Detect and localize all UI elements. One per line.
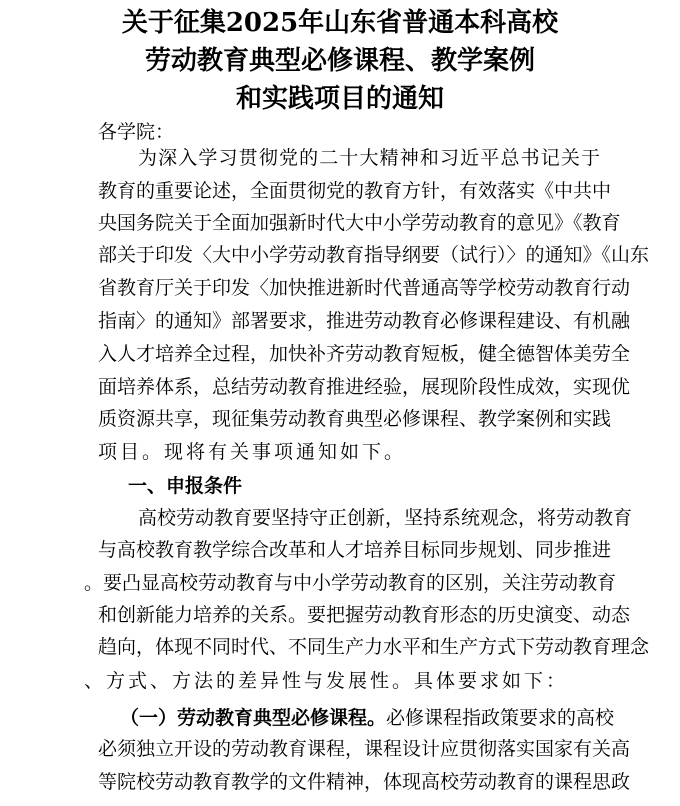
subsection-heading: （一）劳动教育典型必修课程。 xyxy=(120,707,387,729)
text-line: 教育的重要论述，全面贯彻党的教育方针，有效落实《中共中 xyxy=(98,180,612,202)
salutation: 各学院： xyxy=(98,121,175,143)
text-line: 趋向，体现不同时代、不同生产力水平和生产方式下劳动教育理念 xyxy=(98,636,650,658)
title-line: 劳动教育典型必修课程、教学案例 xyxy=(144,46,535,76)
title-line: 关于征集2025年山东省普通本科高校 xyxy=(121,8,559,38)
section-heading: 一、申报条件 xyxy=(128,475,243,497)
text-line: 必须独立开设的劳动教育课程，课程设计应贯彻落实国家有关高 xyxy=(98,738,631,760)
text-line: 央国务院关于全面加强新时代大中小学劳动教育的意见》《教育 xyxy=(98,212,621,234)
text-line: 等院校劳动教育教学的文件精神，体现高校劳动教育的课程思政 xyxy=(98,771,631,793)
text-line: 入人才培养全过程，加快补齐劳动教育短板，健全德智体美劳全 xyxy=(98,343,631,365)
text-line xyxy=(98,706,615,730)
text-line: 质资源共享，现征集劳动教育典型必修课程、教学案例和实践 xyxy=(98,408,612,430)
text-line: 指南〉的通知》部署要求，推进劳动教育必修课程建设、有机融 xyxy=(98,310,631,332)
text-line: 面培养体系，总结劳动教育推进经验，展现阶段性成效，实现优 xyxy=(98,376,631,398)
text-line: 和创新能力培养的关系。要把握劳动教育形态的历史演变、动态 xyxy=(98,604,631,626)
text-line: 。要凸显高校劳动教育与中小学劳动教育的区别，关注劳动教育 xyxy=(84,572,617,594)
title-line: 和实践项目的通知 xyxy=(235,84,444,114)
text-line: 高校劳动教育要坚持守正创新，坚持系统观念，将劳动教育 xyxy=(138,507,633,529)
text-line: 为深入学习贯彻党的二十大精神和习近平总书记关于 xyxy=(138,147,600,169)
text-line: 项目。现将有关事项通知如下。 xyxy=(98,441,407,463)
text-span: 必修课程指政策要求的高校 xyxy=(386,707,615,729)
text-line: 与高校教育教学综合改革和人才培养目标同步规划、同步推进 xyxy=(98,539,612,561)
text-line: 省教育厅关于印发〈加快推进新时代普通高等学校劳动教育行动 xyxy=(98,277,631,299)
text-line: 部关于印发〈大中小学劳动教育指导纲要（试行）〉的通知》《山东 xyxy=(98,244,650,266)
text-line: 、方式、方法的差异性与发展性。具体要求如下： xyxy=(84,670,569,692)
